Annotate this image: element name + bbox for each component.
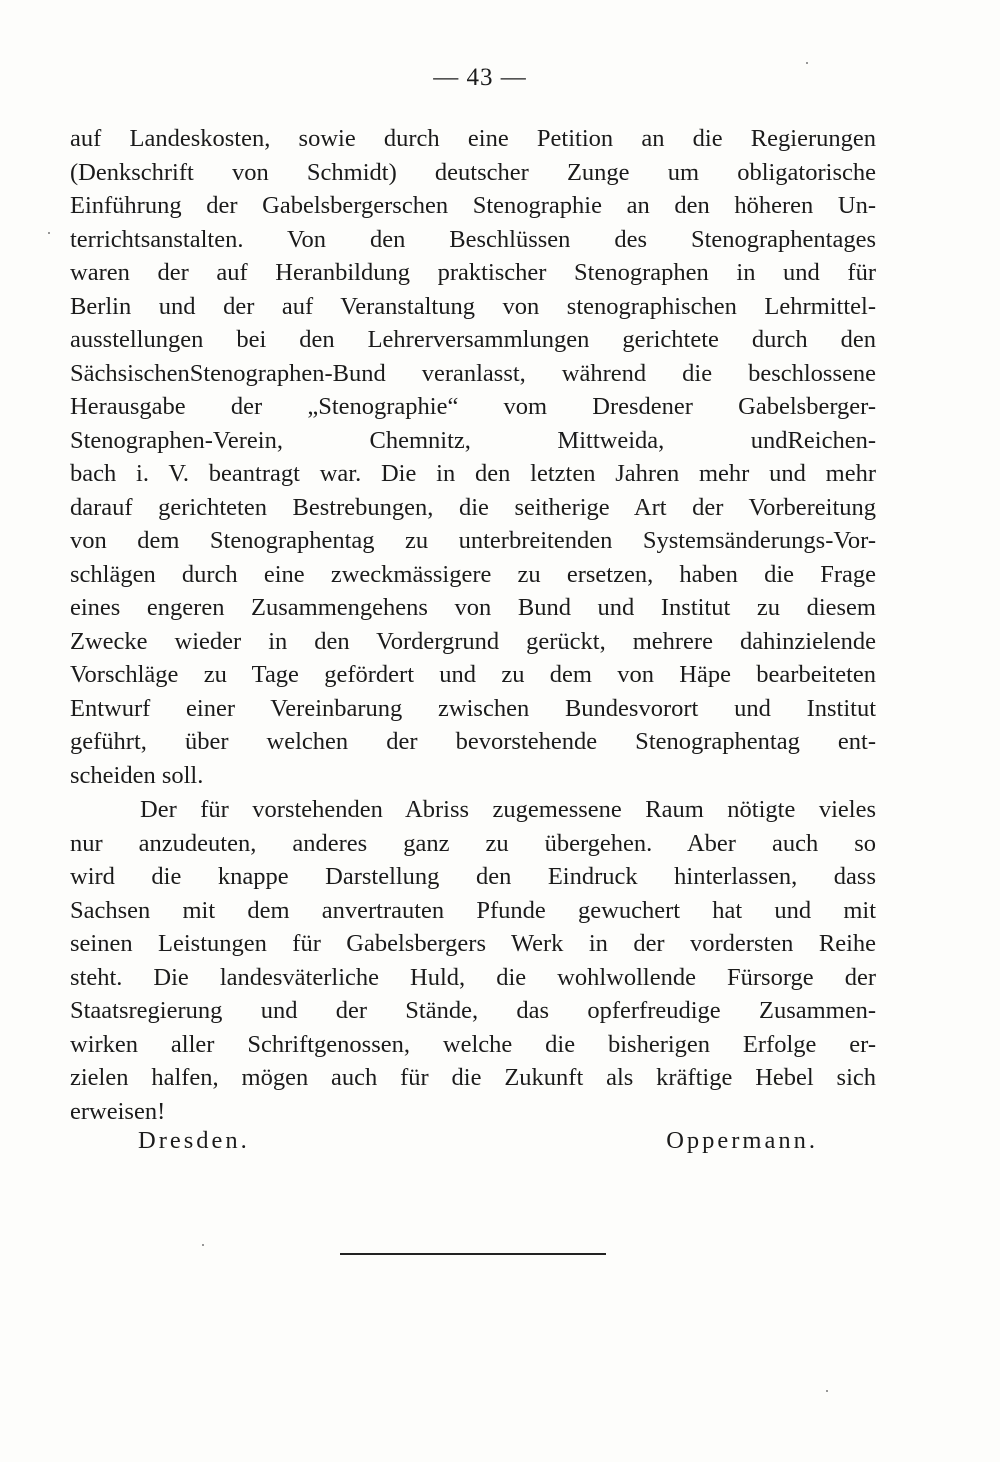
text-line: ausstellungen bei den Lehrerversammlungen gerichtete durch den [70, 326, 876, 353]
text-line: terrichtsanstalten. Von den Beschlüssen des Stenographentages [70, 225, 876, 253]
text-line: auf Landeskosten, sowie durch eine Petition an die Regierungen [70, 125, 876, 152]
text-line: Entwurf einer Vereinbarung zwischen Bundesvorort und Institut [70, 694, 876, 722]
page-number: — 43 — [433, 64, 527, 91]
signature-place: Dresden. [138, 1127, 250, 1154]
text-line: Zwecke wieder in den Vordergrund gerückt, mehrere dahinzielende [70, 627, 876, 655]
signature-author: Oppermann. [666, 1127, 818, 1154]
print-speck [48, 232, 50, 234]
text-line: geführt, über welchen der bevorstehende Stenographentag ent- [70, 728, 876, 755]
text-line: wird die knappe Darstellung den Eindruck hinterlassen, dass [70, 863, 876, 890]
text-line: seinen Leistungen für Gabelsbergers Werk in der vordersten Reihe [70, 930, 876, 957]
print-speck [202, 1244, 204, 1246]
text-line: von dem Stenographentag zu unterbreitenden Systemsänderungs-Vor- [70, 527, 876, 554]
text-line: erweisen! [70, 1097, 166, 1125]
paragraph-1 [70, 122, 876, 792]
closing-rule [340, 1253, 606, 1255]
text-line: wirken aller Schriftgenossen, welche die bisherigen Erfolge er- [70, 1030, 876, 1058]
text-line: Stenographen-Verein, Chemnitz, Mittweida, undReichen- [70, 426, 876, 454]
print-speck [826, 1390, 828, 1392]
text-line: waren der auf Heranbildung praktischer Stenographen in und für [70, 259, 876, 286]
text-line: eines engeren Zusammengehens von Bund und Institut zu diesem [70, 594, 876, 621]
text-line: zielen halfen, mögen auch für die Zukunft als kräftige Hebel sich [70, 1064, 876, 1091]
text-line: scheiden soll. [70, 761, 204, 789]
text-line: Sachsen mit dem anvertrauten Pfunde gewuchert hat und mit [70, 896, 876, 924]
text-line: Einführung der Gabelsbergerschen Stenographie an den höheren Un- [70, 192, 876, 219]
paragraph-2 [70, 793, 876, 1128]
print-speck [806, 62, 808, 64]
text-line: steht. Die landesväterliche Huld, die wohlwollende Fürsorge der [70, 963, 876, 991]
text-line: nur anzudeuten, anderes ganz zu übergehen. Aber auch so [70, 829, 876, 857]
signature-line [138, 1127, 818, 1155]
text-line: (Denkschrift von Schmidt) deutscher Zunge um obligatorische [70, 158, 876, 186]
text-line: bach i. V. beantragt war. Die in den letzten Jahren mehr und mehr [70, 460, 876, 487]
text-line: schlägen durch eine zweckmässigere zu ersetzen, haben die Frage [70, 560, 876, 588]
text-line: SächsischenStenographen-Bund veranlasst, während die beschlossene [70, 359, 876, 387]
text-line: darauf gerichteten Bestrebungen, die seitherige Art der Vorbereitung [70, 493, 876, 521]
text-line: Vorschläge zu Tage gefördert und zu dem von Häpe bearbeiteten [70, 661, 876, 688]
text-line: Herausgabe der „Stenographie“ vom Dresdener Gabelsberger- [70, 393, 876, 420]
text-line: Berlin und der auf Veranstaltung von stenographischen Lehrmittel- [70, 292, 876, 320]
text-line: Staatsregierung und der Stände, das opferfreudige Zusammen- [70, 997, 876, 1024]
text-line: Der für vorstehenden Abriss zugemessene Raum nötigte vieles [140, 796, 876, 823]
